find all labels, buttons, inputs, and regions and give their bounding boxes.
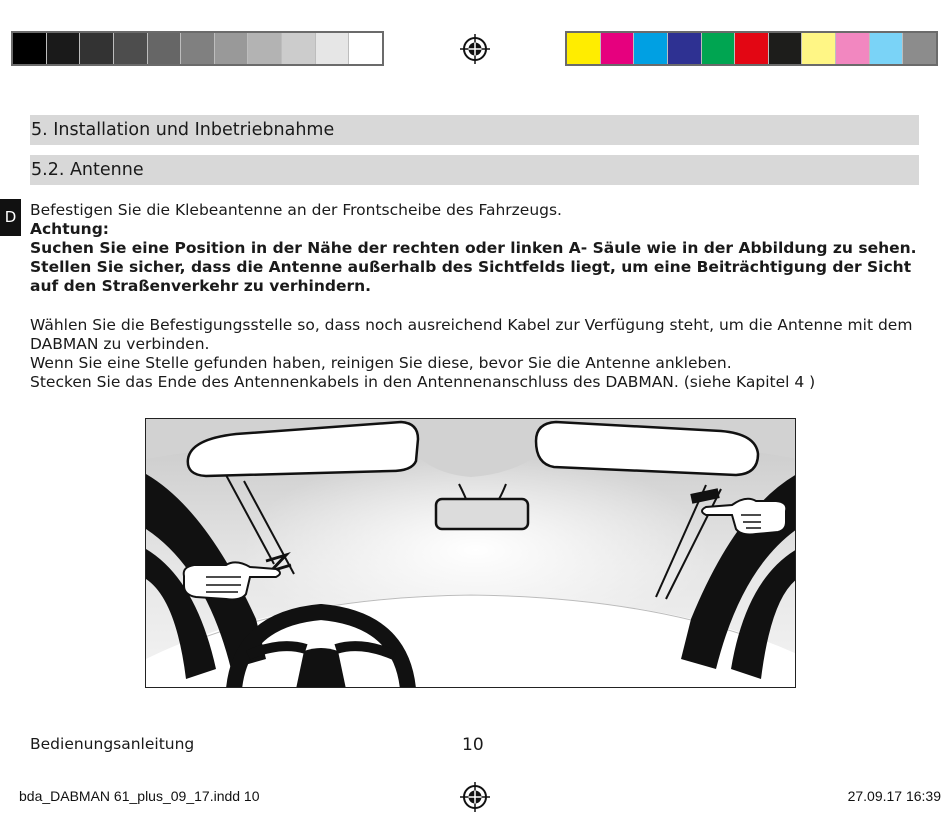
warning-text: Suchen Sie eine Position in der Nähe der rechten oder linken A- Säule wie in der Abbildung zu sehen. xyxy=(30,239,917,257)
intro-text: Befestigen Sie die Klebeantenne an der Frontscheibe des Fahrzeugs. xyxy=(30,201,562,219)
color-calibration-bar xyxy=(565,31,938,66)
windshield-antenna-illustration xyxy=(145,418,796,688)
color-swatch xyxy=(349,33,382,64)
color-swatch xyxy=(601,33,635,64)
color-swatch xyxy=(80,33,114,64)
color-swatch xyxy=(215,33,249,64)
instruction-block xyxy=(30,201,920,296)
section-heading: 5. Installation und Inbetriebnahme xyxy=(30,115,919,145)
print-slug-datetime: 27.09.17 16:39 xyxy=(847,788,941,804)
color-swatch xyxy=(668,33,702,64)
color-swatch xyxy=(148,33,182,64)
warning-label: Achtung: xyxy=(30,220,109,238)
registration-mark-icon xyxy=(460,782,490,812)
color-swatch xyxy=(634,33,668,64)
warning-text: Stellen Sie sicher, dass die Antenne außerhalb des Sichtfelds liegt, um eine Beiträchtigung der Sicht auf den Straßenverkehr zu verhindern. xyxy=(30,258,912,295)
color-swatch xyxy=(567,33,601,64)
color-swatch xyxy=(13,33,47,64)
color-swatch xyxy=(802,33,836,64)
color-swatch xyxy=(870,33,904,64)
color-swatch xyxy=(316,33,350,64)
language-tab: D xyxy=(0,199,21,236)
page-number: 10 xyxy=(462,735,484,755)
registration-mark-icon xyxy=(460,34,490,64)
color-swatch xyxy=(181,33,215,64)
color-swatch xyxy=(903,33,936,64)
color-swatch xyxy=(114,33,148,64)
paragraph: Wenn Sie eine Stelle gefunden haben, reinigen Sie diese, bevor Sie die Antenne ankleben. xyxy=(30,354,732,372)
grayscale-calibration-bar xyxy=(11,31,384,66)
color-swatch xyxy=(47,33,81,64)
color-swatch xyxy=(769,33,803,64)
footer-label: Bedienungsanleitung xyxy=(30,735,195,753)
subsection-heading: 5.2. Antenne xyxy=(30,155,919,185)
mounting-instructions xyxy=(30,316,920,392)
print-slug-filename: bda_DABMAN 61_plus_09_17.indd 10 xyxy=(19,788,260,804)
paragraph: Stecken Sie das Ende des Antennenkabels in den Antennenanschluss des DABMAN. (siehe Kapitel 4 ) xyxy=(30,373,816,391)
color-swatch xyxy=(702,33,736,64)
color-swatch xyxy=(248,33,282,64)
color-swatch xyxy=(836,33,870,64)
color-swatch xyxy=(735,33,769,64)
color-swatch xyxy=(282,33,316,64)
paragraph: Wählen Sie die Befestigungsstelle so, dass noch ausreichend Kabel zur Verfügung steht, um die Antenne mit dem DABMAN zu verbinden. xyxy=(30,316,913,353)
